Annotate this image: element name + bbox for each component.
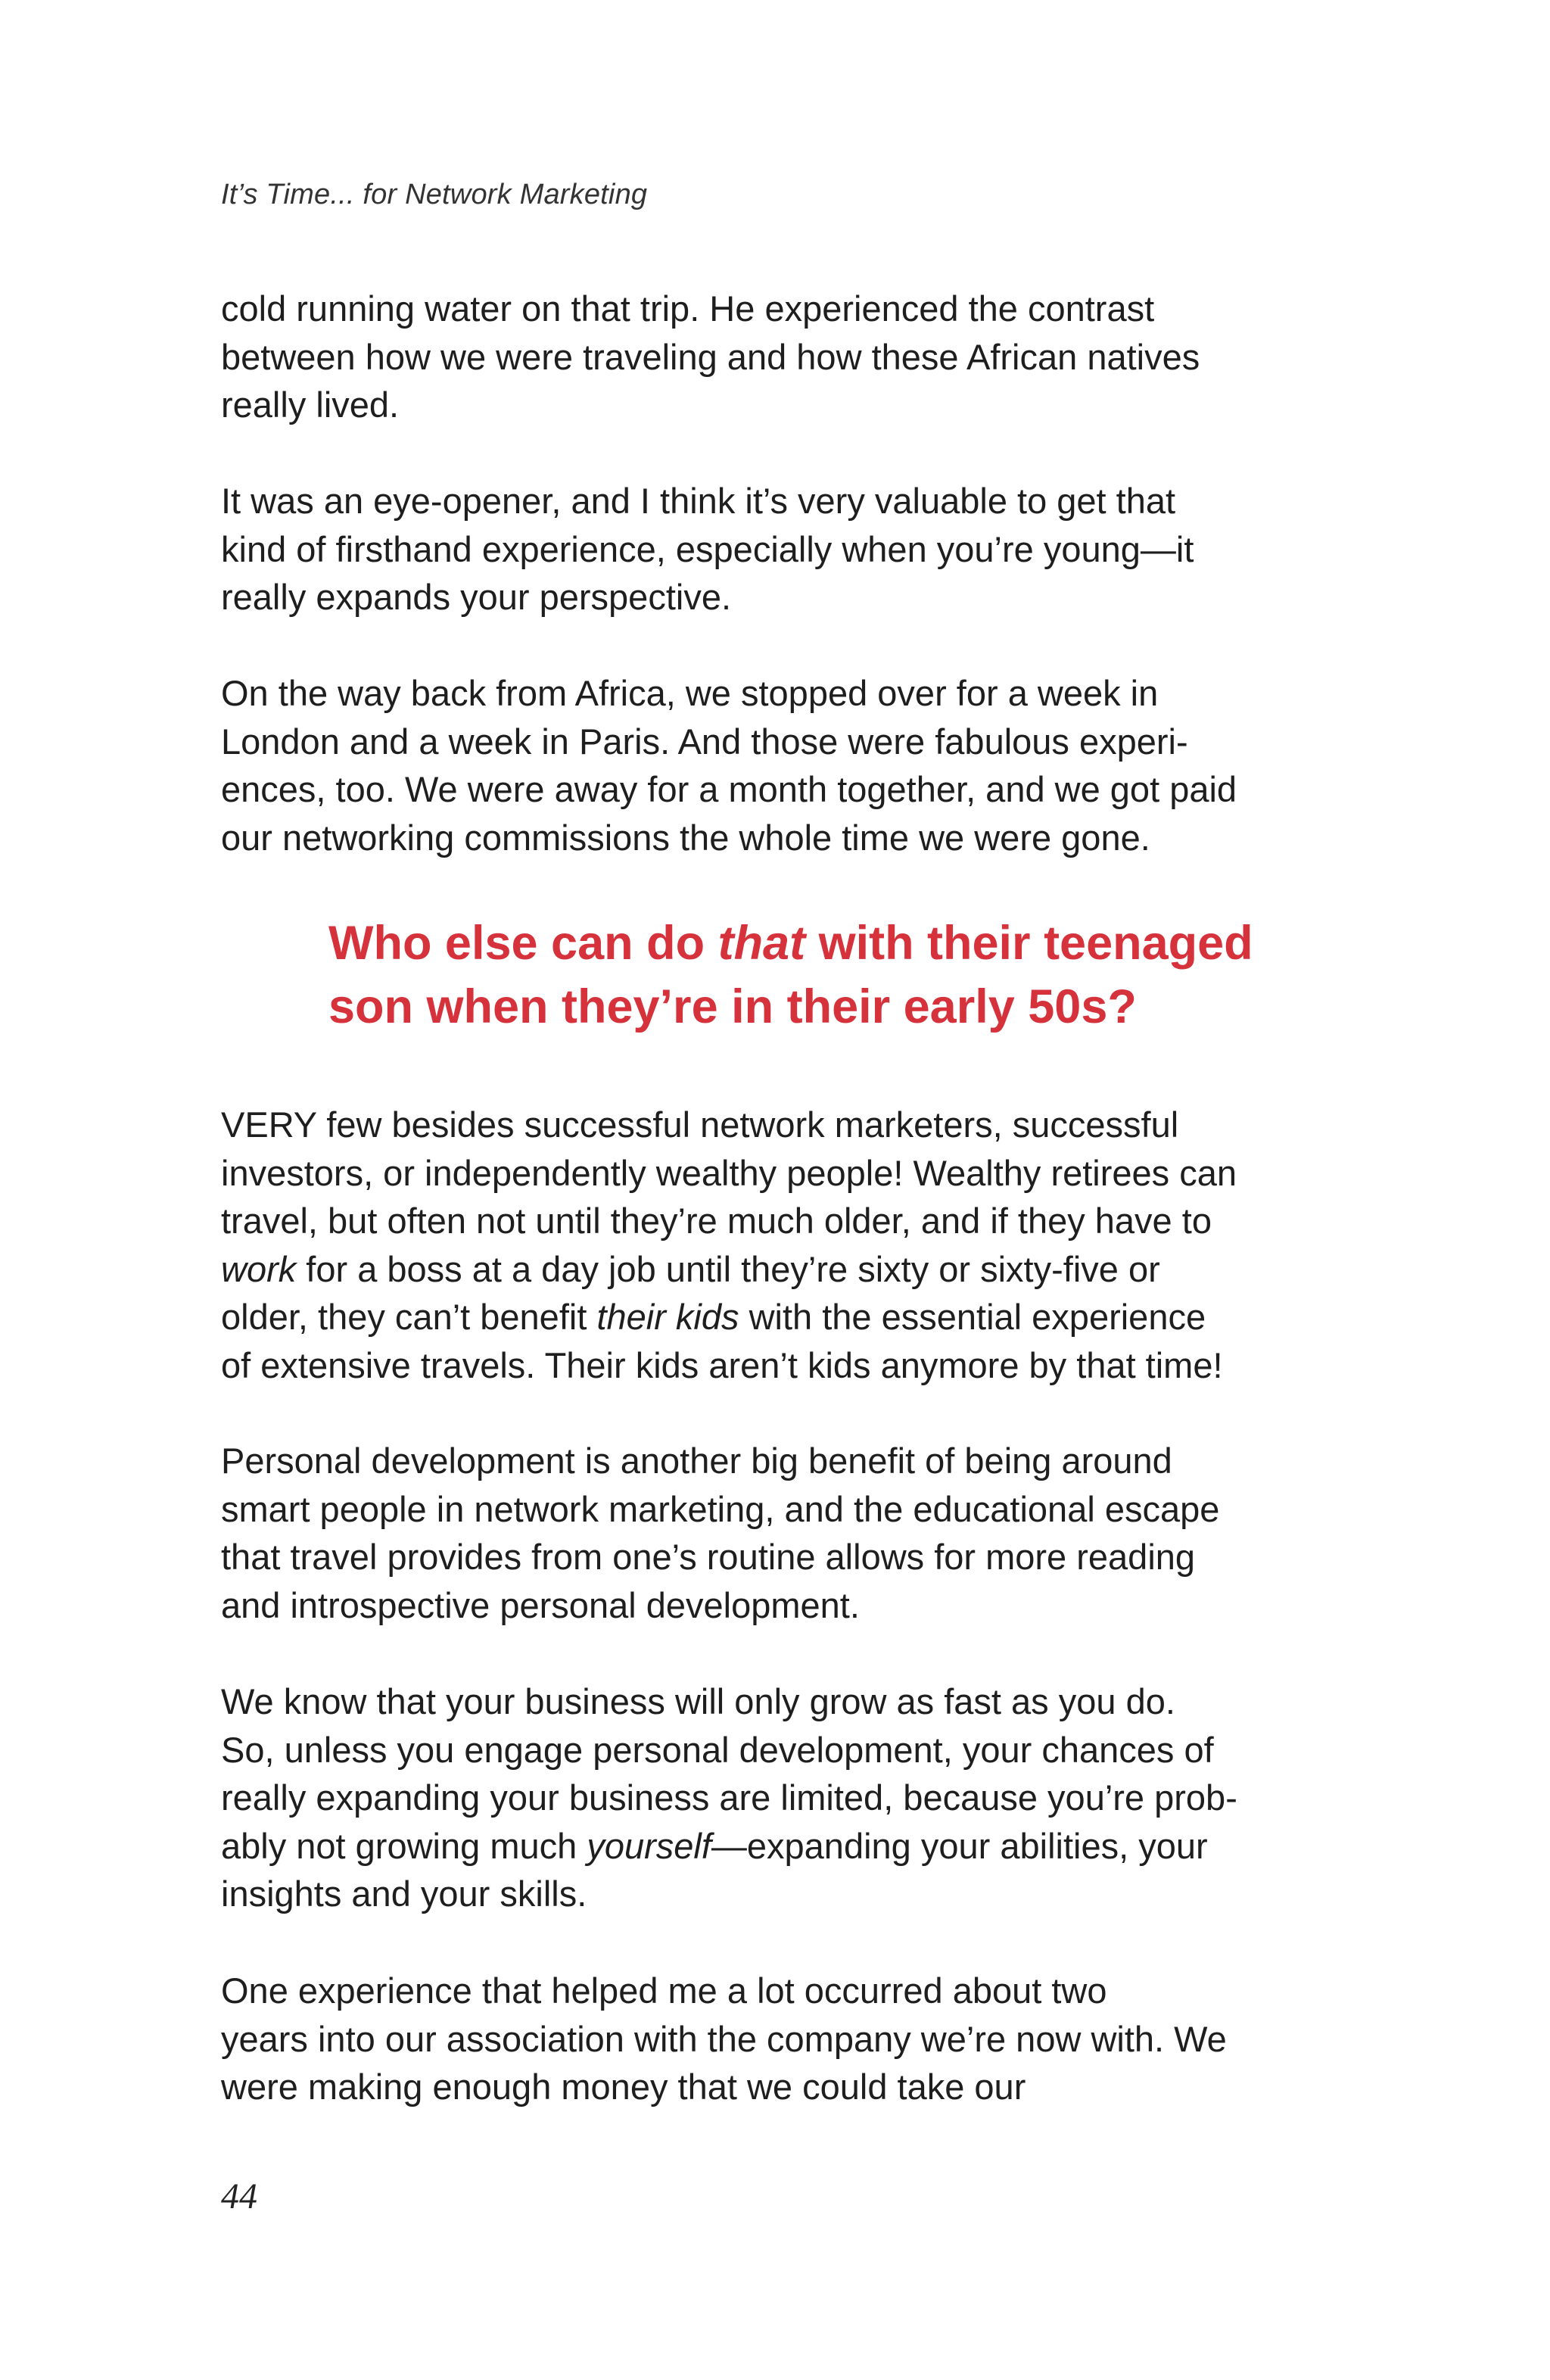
text-segment: —expanding your abilities, your — [711, 1825, 1208, 1866]
text-line: investors, or independently wealthy people! Wealthy retirees can — [221, 1152, 1237, 1193]
text-line: We know that your business will only grow as fast as you do. — [221, 1681, 1175, 1721]
text-line — [221, 1245, 1356, 1294]
text-segment: with the essential experience — [739, 1297, 1206, 1337]
text-line: VERY few besides successful network marketers, successful — [221, 1104, 1179, 1145]
emphasis-text: yourself — [587, 1825, 711, 1866]
text-line: really expanding your business are limited, because you’re prob- — [221, 1777, 1237, 1818]
paragraph-2 — [221, 477, 1356, 621]
text-line: ences, too. We were away for a month together, and we got paid — [221, 769, 1237, 809]
paragraph-6 — [221, 1678, 1356, 1918]
paragraph-1 — [221, 285, 1356, 429]
text-line: were making enough money that we could take our — [221, 2067, 1026, 2107]
paragraph-3 — [221, 669, 1356, 861]
text-line: smart people in network marketing, and the educational escape — [221, 1488, 1220, 1529]
text-line: that travel provides from one’s routine allows for more reading — [221, 1537, 1196, 1577]
pull-quote-text: Who else can do — [328, 917, 718, 970]
text-line: On the way back from Africa, we stopped over for a week in — [221, 673, 1159, 713]
text-line: One experience that helped me a lot occurred about two — [221, 1970, 1107, 2011]
text-line: Personal development is another big benefit of being around — [221, 1441, 1172, 1481]
paragraph-4 — [221, 1101, 1356, 1389]
page-number: 44 — [221, 2176, 257, 2216]
emphasis-text: work — [221, 1248, 297, 1289]
emphasis-text: their kids — [596, 1297, 739, 1337]
text-segment: for a boss at a day job until they’re sixty or sixty-five or — [296, 1248, 1160, 1289]
text-segment: older, they can’t benefit — [221, 1297, 597, 1337]
text-line: So, unless you engage personal development, your chances of — [221, 1729, 1214, 1770]
pull-quote-emphasis: that — [717, 917, 806, 970]
running-head: It’s Time... for Network Marketing — [221, 179, 648, 210]
paragraph-7 — [221, 1967, 1356, 2111]
pull-quote-line: son when they’re in their early 50s? — [328, 980, 1137, 1033]
pull-quote — [328, 911, 1388, 1039]
text-line: It was an eye-opener, and I think it’s very valuable to get that — [221, 481, 1176, 521]
text-line: London and a week in Paris. And those were fabulous experi- — [221, 721, 1188, 762]
text-line: really lived. — [221, 385, 400, 425]
paragraph-5 — [221, 1437, 1356, 1629]
text-line: of extensive travels. Their kids aren’t kids anymore by that time! — [221, 1344, 1223, 1385]
pull-quote-line — [328, 911, 1388, 975]
text-line: travel, but often not until they’re much older, and if they have to — [221, 1201, 1212, 1241]
text-line: insights and your skills. — [221, 1874, 587, 1914]
pull-quote-text: with their teenaged — [805, 917, 1253, 970]
text-line: cold running water on that trip. He experienced the contrast — [221, 288, 1155, 329]
text-line — [221, 1822, 1356, 1871]
text-line: years into our association with the company we’re now with. We — [221, 2018, 1227, 2059]
text-line: kind of firsthand experience, especially when you’re young—it — [221, 528, 1194, 569]
text-line: really expands your perspective. — [221, 577, 732, 617]
text-line: our networking commissions the whole time we were gone. — [221, 817, 1150, 858]
text-line: between how we were traveling and how these African natives — [221, 336, 1200, 377]
text-line: and introspective personal development. — [221, 1584, 860, 1625]
text-line — [221, 1293, 1356, 1341]
text-segment: ably not growing much — [221, 1825, 587, 1866]
